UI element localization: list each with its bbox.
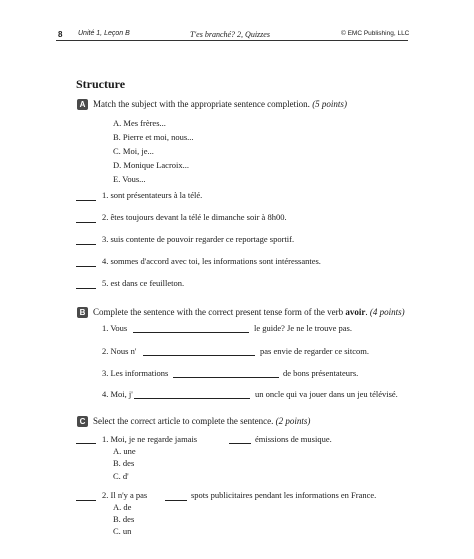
part-a-item: 4. sommes d'accord avec toi, les informations sont intéressantes.: [102, 256, 321, 266]
part-b-instruction-text: Complete the sentence with the correct present tense form of the verb: [93, 307, 346, 317]
answer-blank-a4[interactable]: [76, 266, 96, 267]
book-title: T'es branché? 2, Quizzes: [190, 30, 270, 39]
part-a-option: B. Pierre et moi, nous...: [113, 132, 194, 142]
part-b-item-start: 2. Nous n': [102, 346, 137, 356]
part-a-option: D. Monique Lacroix...: [113, 160, 190, 170]
page-header: [0, 0, 474, 40]
part-c-q1-end: émissions de musique.: [255, 434, 332, 444]
part-c-q1-choice: B. des: [113, 458, 135, 468]
part-a-badge: A: [77, 99, 88, 110]
part-b-item-start: 1. Vous: [102, 323, 128, 333]
part-b-badge: B: [77, 307, 88, 318]
part-c-q2-choice: A. de: [113, 502, 132, 512]
part-c-instruction-text: Select the correct article to complete the sentence.: [93, 416, 274, 426]
answer-blank-a2[interactable]: [76, 222, 96, 223]
part-c-q1-start: 1. Moi, je ne regarde jamais: [102, 434, 198, 444]
answer-blank-c1[interactable]: [76, 443, 96, 444]
part-c-q2-end: spots publicitaires pendant les informations en France.: [191, 490, 377, 500]
answer-blank-b4[interactable]: [134, 398, 250, 399]
part-b-instruction: [93, 307, 405, 317]
part-c-q2-start: 2. Il n'y a pas: [102, 490, 148, 500]
header-rule: [56, 40, 408, 41]
part-b-verb: avoir: [345, 307, 366, 317]
part-a-option: E. Vous...: [113, 174, 146, 184]
part-b-item-end: pas envie de regarder ce sitcom.: [260, 346, 370, 356]
answer-blank-b3[interactable]: [173, 377, 279, 378]
part-b-item-end: le guide? Je ne le trouve pas.: [254, 323, 352, 333]
copyright: © EMC Publishing, LLC: [341, 30, 410, 37]
part-c-q2-choice: B. des: [113, 514, 135, 524]
part-b-points: (4 points): [369, 307, 405, 317]
answer-blank-c2[interactable]: [76, 500, 96, 501]
part-c-points: (2 points): [275, 416, 311, 426]
part-a-option: C. Moi, je...: [113, 146, 154, 156]
section-title: Structure: [76, 77, 126, 91]
part-a-option: A. Mes frères...: [113, 118, 166, 128]
part-b-item-start: 3. Les informations: [102, 368, 169, 378]
part-a-points: (5 points): [312, 99, 347, 109]
page-number: 8: [58, 30, 63, 39]
answer-blank-b2[interactable]: [143, 355, 255, 356]
part-b-instruction-end: .: [365, 307, 368, 317]
part-a-instruction: [93, 99, 347, 109]
inline-blank-c1[interactable]: [229, 443, 251, 444]
part-c-q2-choice: C. un: [113, 526, 132, 536]
part-b-item-end: un oncle qui va jouer dans un jeu télévisé.: [255, 389, 398, 399]
part-b-item-end: de bons présentateurs.: [283, 368, 359, 378]
part-a-item: 1. sont présentateurs à la télé.: [102, 190, 203, 200]
part-a-item: 5. est dans ce feuilleton.: [102, 278, 185, 288]
inline-blank-c2[interactable]: [165, 500, 187, 501]
answer-blank-b1[interactable]: [133, 332, 249, 333]
answer-blank-a3[interactable]: [76, 244, 96, 245]
part-b-item-start: 4. Moi, j': [102, 389, 133, 399]
part-a-instruction-text: Match the subject with the appropriate sentence completion.: [93, 99, 310, 109]
part-a-item: 3. suis contente de pouvoir regarder ce reportage sportif.: [102, 234, 295, 244]
answer-blank-a5[interactable]: [76, 288, 96, 289]
part-c-q1-choice: C. d': [113, 471, 129, 481]
part-c-q1-choice: A. une: [113, 446, 136, 456]
unit-label: Unité 1, Leçon B: [78, 30, 130, 37]
part-c-instruction: [93, 416, 310, 426]
answer-blank-a1[interactable]: [76, 200, 96, 201]
part-c-badge: C: [77, 416, 88, 427]
part-a-item: 2. êtes toujours devant la télé le dimanche soir à 8h00.: [102, 212, 287, 222]
